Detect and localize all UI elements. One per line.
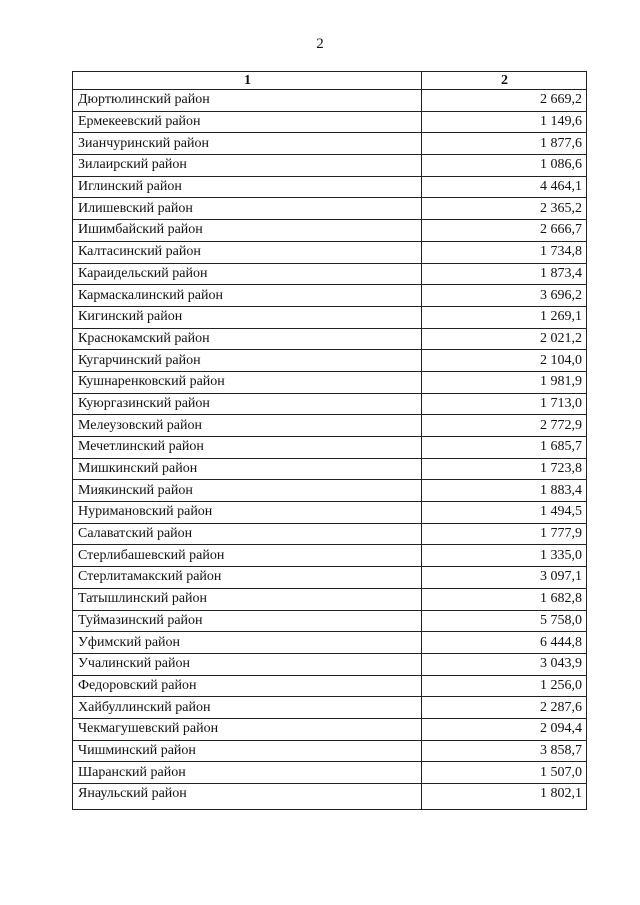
district-table (72, 71, 587, 810)
table-row (73, 653, 587, 675)
district-value-cell: 3 696,2 (422, 285, 587, 307)
table-row (73, 393, 587, 415)
district-value-cell: 3 043,9 (422, 653, 587, 675)
district-value-cell: 1 507,0 (422, 762, 587, 784)
district-name-cell: Хайбуллинский район (73, 697, 422, 719)
table-row (73, 437, 587, 459)
district-name-cell: Кугарчинский район (73, 350, 422, 372)
column-header-1: 1 (73, 72, 422, 90)
district-name-cell: Караидельский район (73, 263, 422, 285)
district-name-cell: Кармаскалинский район (73, 285, 422, 307)
table-row (73, 328, 587, 350)
district-name-cell: Туймазинский район (73, 610, 422, 632)
district-name-cell: Мишкинский район (73, 458, 422, 480)
district-value-cell: 4 464,1 (422, 176, 587, 198)
table-row (73, 350, 587, 372)
page-number: 2 (316, 36, 324, 52)
column-header-2: 2 (422, 72, 587, 90)
district-value-cell: 3 097,1 (422, 567, 587, 589)
table-row (73, 198, 587, 220)
table-row (73, 371, 587, 393)
district-name-cell: Калтасинский район (73, 241, 422, 263)
table-row (73, 567, 587, 589)
table-row (73, 220, 587, 242)
table-row (73, 306, 587, 328)
district-value-cell: 1 802,1 (422, 784, 587, 810)
district-name-cell: Чишминский район (73, 740, 422, 762)
district-name-cell: Нуримановский район (73, 502, 422, 524)
table-row (73, 241, 587, 263)
table-row (73, 588, 587, 610)
table-row (73, 176, 587, 198)
table-row (73, 697, 587, 719)
district-value-cell: 2 287,6 (422, 697, 587, 719)
district-value-cell: 1 335,0 (422, 545, 587, 567)
table-row (73, 155, 587, 177)
table-row (73, 90, 587, 112)
table-row (73, 415, 587, 437)
district-value-cell: 6 444,8 (422, 632, 587, 654)
district-name-cell: Учалинский район (73, 653, 422, 675)
district-value-cell: 2 772,9 (422, 415, 587, 437)
district-value-cell: 2 669,2 (422, 90, 587, 112)
district-value-cell: 1 713,0 (422, 393, 587, 415)
district-value-cell: 1 685,7 (422, 437, 587, 459)
district-name-cell: Федоровский район (73, 675, 422, 697)
district-name-cell: Шаранский район (73, 762, 422, 784)
table-row (73, 545, 587, 567)
district-value-cell: 1 086,6 (422, 155, 587, 177)
table-row (73, 740, 587, 762)
table-row (73, 610, 587, 632)
table-row (73, 784, 587, 810)
district-name-cell: Миякинский район (73, 480, 422, 502)
district-value-cell: 1 877,6 (422, 133, 587, 155)
district-name-cell: Татышлинский район (73, 588, 422, 610)
table-row (73, 111, 587, 133)
district-value-cell: 2 666,7 (422, 220, 587, 242)
district-name-cell: Янаульский район (73, 784, 422, 810)
district-value-cell: 1 873,4 (422, 263, 587, 285)
table-row (73, 718, 587, 740)
district-value-cell: 5 758,0 (422, 610, 587, 632)
district-name-cell: Илишевский район (73, 198, 422, 220)
district-name-cell: Чекмагушевский район (73, 718, 422, 740)
district-value-cell: 1 883,4 (422, 480, 587, 502)
table-row (73, 458, 587, 480)
district-value-cell: 1 777,9 (422, 523, 587, 545)
district-name-cell: Дюртюлинский район (73, 90, 422, 112)
district-value-cell: 3 858,7 (422, 740, 587, 762)
district-value-cell: 1 256,0 (422, 675, 587, 697)
table-row (73, 285, 587, 307)
table-body (73, 90, 587, 810)
district-value-cell: 2 104,0 (422, 350, 587, 372)
district-value-cell: 1 149,6 (422, 111, 587, 133)
district-name-cell: Уфимский район (73, 632, 422, 654)
district-value-cell: 1 981,9 (422, 371, 587, 393)
table-row (73, 263, 587, 285)
district-name-cell: Мечетлинский район (73, 437, 422, 459)
district-name-cell: Стерлибашевский район (73, 545, 422, 567)
district-name-cell: Иглинский район (73, 176, 422, 198)
district-name-cell: Кигинский район (73, 306, 422, 328)
district-name-cell: Ермекеевский район (73, 111, 422, 133)
table-header-row (73, 72, 587, 90)
district-value-cell: 1 734,8 (422, 241, 587, 263)
district-name-cell: Кушнаренковский район (73, 371, 422, 393)
table-row (73, 480, 587, 502)
district-name-cell: Краснокамский район (73, 328, 422, 350)
district-value-cell: 2 365,2 (422, 198, 587, 220)
district-value-cell: 1 494,5 (422, 502, 587, 524)
district-name-cell: Салаватский район (73, 523, 422, 545)
district-name-cell: Куюргазинский район (73, 393, 422, 415)
district-value-cell: 1 269,1 (422, 306, 587, 328)
table-row (73, 632, 587, 654)
district-value-cell: 1 723,8 (422, 458, 587, 480)
district-value-cell: 2 021,2 (422, 328, 587, 350)
district-value-cell: 2 094,4 (422, 718, 587, 740)
table-row (73, 502, 587, 524)
table-row (73, 762, 587, 784)
table-row (73, 523, 587, 545)
district-name-cell: Ишимбайский район (73, 220, 422, 242)
table-row (73, 133, 587, 155)
district-name-cell: Стерлитамакский район (73, 567, 422, 589)
table-row (73, 675, 587, 697)
district-name-cell: Мелеузовский район (73, 415, 422, 437)
district-name-cell: Зилаирский район (73, 155, 422, 177)
district-name-cell: Зианчуринский район (73, 133, 422, 155)
district-value-cell: 1 682,8 (422, 588, 587, 610)
